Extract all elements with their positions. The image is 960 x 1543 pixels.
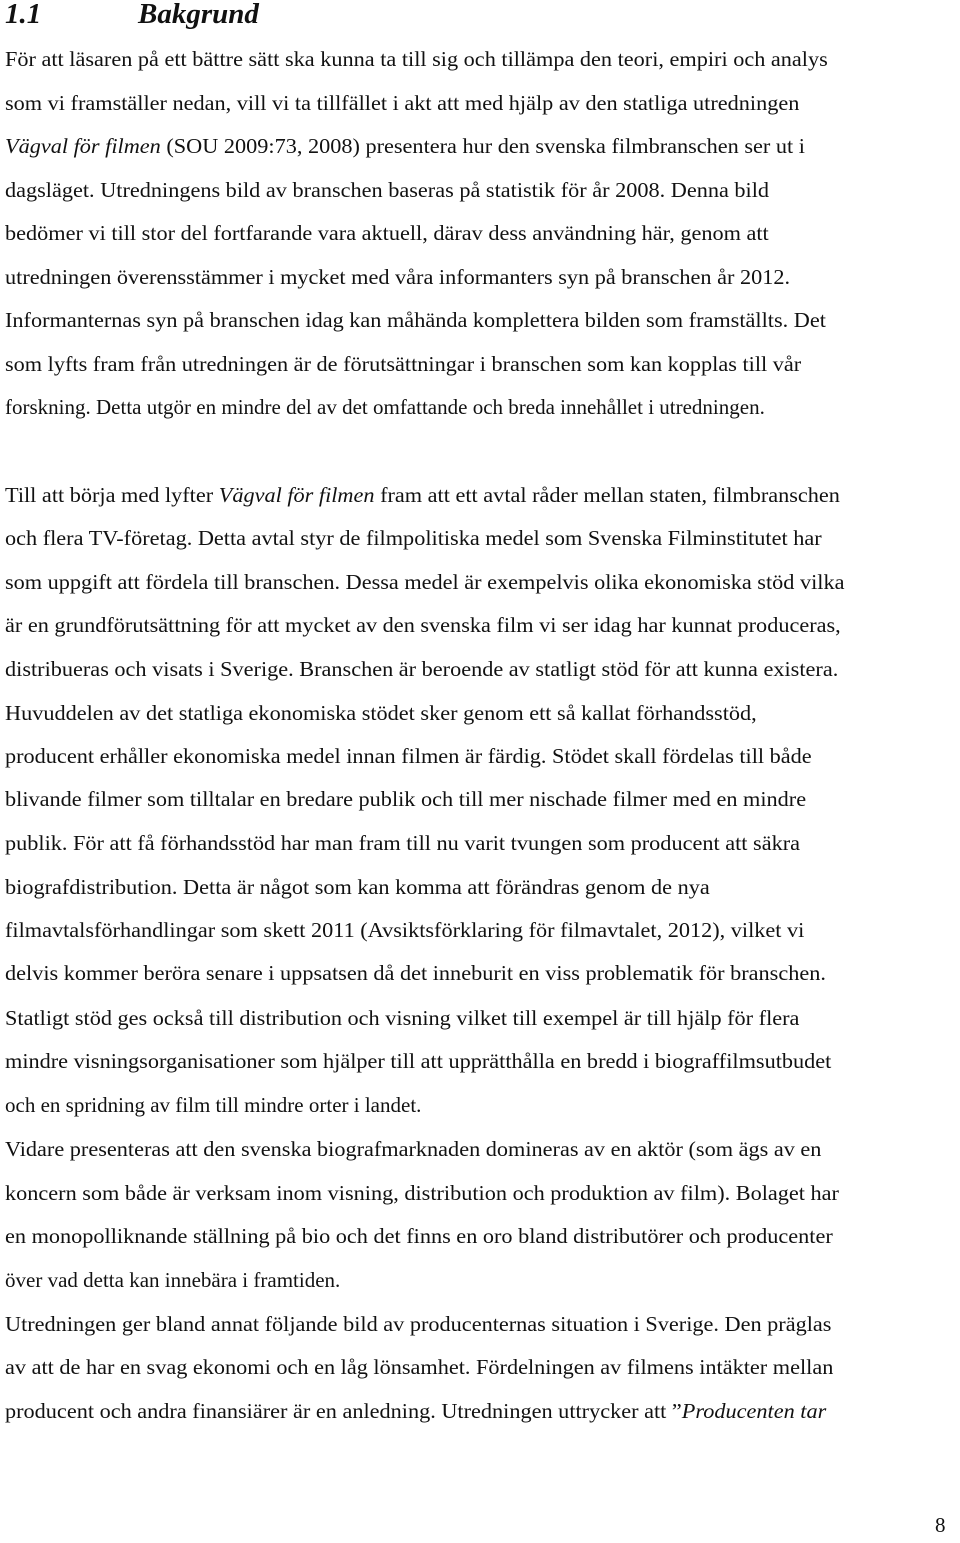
text-segment: distribueras och visats i Sverige. Branschen är beroende av statligt stöd för att kunna existera.	[5, 657, 839, 681]
text-segment: producent och andra finansiärer är en anledning. Utredningen uttrycker att ”	[5, 1399, 682, 1423]
text-line	[5, 786, 806, 812]
text-segment: av att de har en svag ekonomi och en låg lönsamhet. Fördelningen av filmens intäkter mellan	[5, 1355, 834, 1379]
text-line	[5, 264, 790, 290]
section-title: Bakgrund	[138, 0, 259, 30]
text-segment: biografdistribution. Detta är något som kan komma att förändras genom de nya	[5, 875, 710, 899]
text-line	[5, 482, 840, 508]
text-line	[5, 1311, 831, 1337]
text-line	[5, 307, 826, 333]
text-line	[5, 1398, 826, 1424]
text-segment: bedömer vi till stor del fortfarande vara aktuell, därav dess användning här, genom att	[5, 221, 769, 245]
text-line	[5, 960, 826, 986]
text-line	[5, 612, 841, 638]
text-segment: en monopolliknande ställning på bio och det finns en oro bland distributörer och producenter	[5, 1224, 833, 1248]
text-segment: och en spridning av film till mindre orter i landet.	[5, 1093, 422, 1117]
text-segment: dagsläget. Utredningens bild av branschen baseras på statistik för år 2008. Denna bild	[5, 178, 770, 202]
italic-segment: Vägval för filmen	[5, 134, 161, 158]
text-line	[5, 1180, 839, 1206]
text-segment: (SOU 2009:73, 2008) presentera hur den svenska filmbranschen ser ut i	[160, 134, 805, 158]
italic-segment: Vägval för filmen	[218, 483, 375, 507]
text-line	[5, 46, 828, 72]
text-segment: blivande filmer som tilltalar en bredare publik och till mer nischade filmer med en mindre	[5, 787, 807, 811]
italic-segment: Producenten tar	[681, 1399, 827, 1423]
text-segment: Utredningen ger bland annat följande bild av producenternas situation i Sverige. Den präglas	[5, 1312, 832, 1336]
text-line	[5, 656, 838, 682]
text-line	[5, 1354, 833, 1380]
text-line	[5, 90, 799, 116]
text-segment: Statligt stöd ges också till distribution och visning vilket till exempel är till hjälp för flera	[5, 1006, 800, 1030]
text-segment: publik. För att få förhandsstöd har man fram till nu varit tvungen som producent att säkra	[5, 831, 800, 855]
text-line	[5, 1048, 831, 1074]
text-line	[5, 700, 757, 726]
text-line	[5, 394, 765, 420]
text-segment: För att läsaren på ett bättre sätt ska kunna ta till sig och tillämpa den teori, empiri och analys	[5, 47, 828, 71]
text-segment: koncern som både är verksam inom visning, distribution och produktion av film). Bolaget har	[5, 1181, 839, 1205]
text-segment: som vi framställer nedan, vill vi ta tillfället i akt att med hjälp av den statliga utredningen	[5, 91, 800, 115]
text-segment: som uppgift att fördela till branschen. Dessa medel är exempelvis olika ekonomiska stöd vilka	[5, 570, 845, 594]
text-segment: Vidare presenteras att den svenska biografmarknaden domineras av en aktör (som ägs av en	[5, 1137, 822, 1161]
text-line	[5, 1005, 799, 1031]
text-segment: Informanternas syn på branschen idag kan måhända komplettera bilden som framställts. Det	[5, 308, 826, 332]
text-segment: som lyfts fram från utredningen är de förutsättningar i branschen som kan kopplas till vår	[5, 352, 802, 376]
text-segment: Till att börja med lyfter	[5, 483, 219, 507]
text-segment: över vad detta kan innebära i framtiden.	[5, 1268, 341, 1292]
text-segment: fram att ett avtal råder mellan staten, filmbranschen	[374, 483, 840, 507]
text-segment: filmavtalsförhandlingar som skett 2011 (Avsiktsförklaring för filmavtalet, 2012), vilket vi	[5, 918, 805, 942]
text-line	[5, 1136, 821, 1162]
text-line	[5, 1267, 340, 1293]
text-line	[5, 133, 805, 159]
text-segment: utredningen överensstämmer i mycket med våra informanters syn på branschen år 2012.	[5, 265, 791, 289]
text-segment: är en grundförutsättning för att mycket av den svenska film vi ser idag har kunnat produceras,	[5, 613, 841, 637]
text-line	[5, 874, 710, 900]
text-line	[5, 830, 800, 856]
section-heading	[5, 0, 259, 32]
text-line	[5, 351, 801, 377]
text-line	[5, 220, 769, 246]
text-segment: Huvuddelen av det statliga ekonomiska stödet sker genom ett så kallat förhandsstöd,	[5, 701, 757, 725]
text-line	[5, 917, 804, 943]
text-line	[5, 569, 845, 595]
text-line	[5, 177, 769, 203]
text-line	[5, 1092, 421, 1118]
text-segment: producent erhåller ekonomiska medel innan filmen är färdig. Stödet skall fördelas till både	[5, 744, 812, 768]
page-number: 8	[935, 1513, 946, 1537]
text-line	[5, 525, 822, 551]
text-segment: forskning. Detta utgör en mindre del av det omfattande och breda innehållet i utredningen.	[5, 395, 765, 419]
text-line	[5, 743, 812, 769]
text-line	[5, 1223, 833, 1249]
text-segment: mindre visningsorganisationer som hjälper till att upprätthålla en bredd i biograffilmsutbudet	[5, 1049, 832, 1073]
section-number: 1.1	[5, 0, 42, 30]
text-segment: delvis kommer beröra senare i uppsatsen då det inneburit en viss problematik för branschen.	[5, 961, 826, 985]
text-segment: och flera TV-företag. Detta avtal styr de filmpolitiska medel som Svenska Filminstitutet har	[5, 526, 822, 550]
